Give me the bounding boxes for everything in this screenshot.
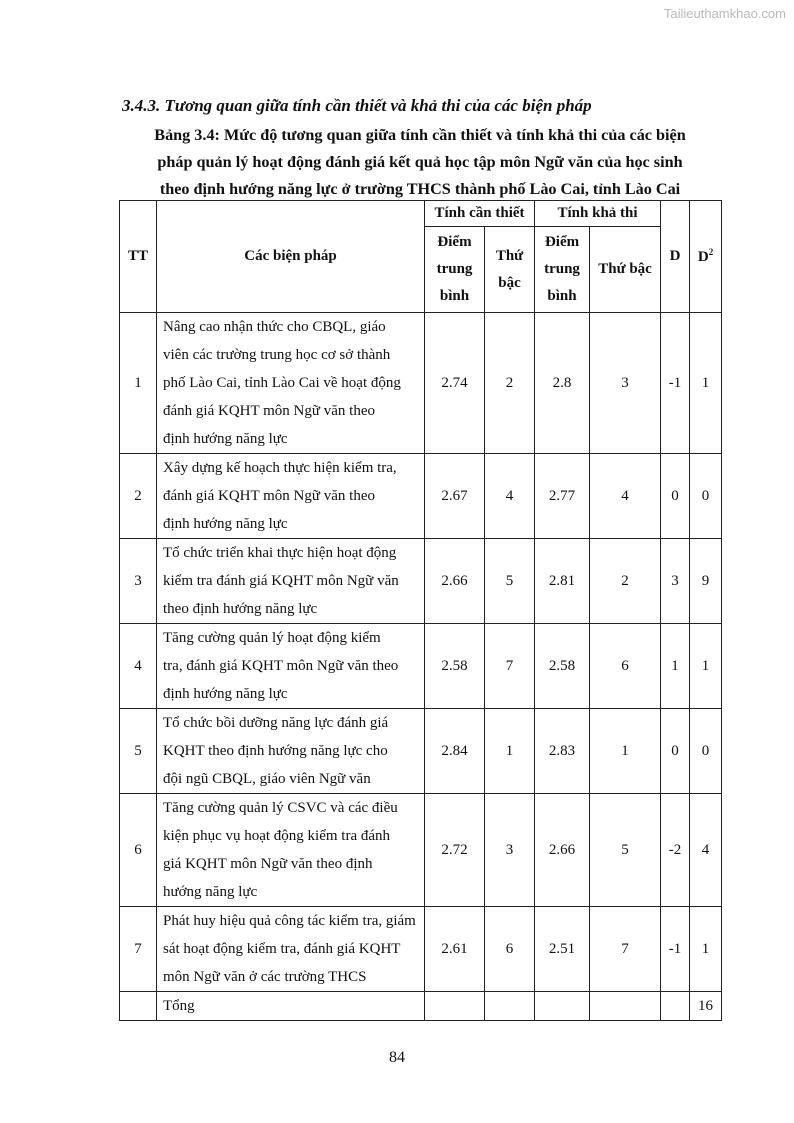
measure-line: Tổ chức bồi dưỡng năng lực đánh giá [163, 715, 389, 731]
row-d2: 0 [690, 709, 722, 794]
row-d2: 0 [690, 454, 722, 539]
row-d2: 1 [690, 624, 722, 709]
measure-line: Xây dựng kế hoạch thực hiện kiểm tra, [163, 460, 397, 476]
row-feas-score: 2.83 [535, 709, 590, 794]
row-need-score: 2.72 [425, 794, 485, 907]
measure-line: Phát huy hiệu quả công tác kiểm tra, giám [163, 913, 416, 929]
row-feas-score: 2.51 [535, 907, 590, 992]
caption-line-1: Bảng 3.4: Mức độ tương quan giữa tính cần thiết và tính khả thi của các biện [154, 126, 686, 144]
measure-line: định hướng năng lực [163, 516, 288, 532]
row-need-rank: 5 [485, 539, 535, 624]
total-empty [120, 992, 157, 1021]
row-measure [157, 709, 425, 794]
row-need-score: 2.67 [425, 454, 485, 539]
measure-line: KQHT theo định hướng năng lực cho [163, 743, 388, 759]
total-d2: 16 [690, 992, 722, 1021]
measure-line: môn Ngữ văn ở các trường THCS [163, 969, 367, 985]
row-d2: 4 [690, 794, 722, 907]
measure-line: Tăng cường quản lý CSVC và các điều [163, 800, 398, 816]
row-need-rank: 2 [485, 313, 535, 454]
page-number: 84 [389, 1049, 405, 1066]
measure-line: định hướng năng lực [163, 431, 288, 447]
row-feas-score: 2.77 [535, 454, 590, 539]
measure-line: Tổ chức triển khai thực hiện hoạt động [163, 545, 397, 561]
row-need-rank: 7 [485, 624, 535, 709]
row-feas-score: 2.81 [535, 539, 590, 624]
row-feas-rank: 6 [590, 624, 661, 709]
row-tt: 7 [120, 907, 157, 992]
table-row [120, 709, 722, 794]
row-feas-rank: 3 [590, 313, 661, 454]
row-measure [157, 539, 425, 624]
row-feas-score: 2.58 [535, 624, 590, 709]
row-d: 0 [661, 454, 690, 539]
correlation-table [119, 200, 722, 1021]
caption-line-2: pháp quản lý hoạt động đánh giá kết quả học tập môn Ngữ văn của học sinh [157, 153, 683, 171]
row-tt: 4 [120, 624, 157, 709]
row-measure [157, 907, 425, 992]
caption-line-3: theo định hướng năng lực ở trường THCS thành phố Lào Cai, tỉnh Lào Cai [159, 180, 681, 198]
row-feas-score: 2.8 [535, 313, 590, 454]
measure-line: Tăng cường quản lý hoạt động kiểm [163, 630, 381, 646]
row-d2: 9 [690, 539, 722, 624]
header-measures: Các biện pháp [157, 201, 425, 313]
row-need-score: 2.84 [425, 709, 485, 794]
measure-line: viên các trường trung học cơ sở thành [163, 347, 391, 363]
row-need-rank: 3 [485, 794, 535, 907]
measure-line: đánh giá KQHT môn Ngữ văn theo [163, 488, 375, 504]
row-need-rank: 4 [485, 454, 535, 539]
row-feas-rank: 5 [590, 794, 661, 907]
row-d: -1 [661, 907, 690, 992]
measure-line: hướng năng lực [163, 884, 258, 900]
row-need-score: 2.66 [425, 539, 485, 624]
header-d: D [661, 201, 690, 313]
row-tt: 6 [120, 794, 157, 907]
watermark: Tailieuthamkhao.com [663, 6, 786, 21]
row-need-score: 2.61 [425, 907, 485, 992]
row-feas-score: 2.66 [535, 794, 590, 907]
header-need-rank: Thứ bậc [485, 227, 535, 313]
row-feas-rank: 4 [590, 454, 661, 539]
row-measure [157, 624, 425, 709]
row-measure [157, 454, 425, 539]
header-tt: TT [120, 201, 157, 313]
table-row [120, 454, 722, 539]
table-row [120, 794, 722, 907]
row-d: -2 [661, 794, 690, 907]
table-row [120, 539, 722, 624]
measure-line: Nâng cao nhận thức cho CBQL, giáo [163, 319, 386, 335]
measure-line: đội ngũ CBQL, giáo viên Ngữ văn [163, 771, 371, 787]
row-measure [157, 794, 425, 907]
header-need-avg: Điểm trung bình [425, 227, 485, 313]
table-caption [119, 122, 721, 203]
row-d: 3 [661, 539, 690, 624]
measure-line: sát hoạt động kiểm tra, đánh giá KQHT [163, 941, 401, 957]
measure-line: giá KQHT môn Ngữ văn theo định [163, 856, 373, 872]
header-feasibility: Tính khả thi [535, 201, 661, 227]
row-feas-rank: 7 [590, 907, 661, 992]
row-tt: 3 [120, 539, 157, 624]
measure-line: kiểm tra đánh giá KQHT môn Ngữ văn [163, 573, 399, 589]
table-row [120, 907, 722, 992]
measure-line: theo định hướng năng lực [163, 601, 318, 617]
row-need-score: 2.58 [425, 624, 485, 709]
total-label: Tổng [157, 992, 425, 1021]
table-row [120, 624, 722, 709]
row-feas-rank: 2 [590, 539, 661, 624]
measure-line: kiện phục vụ hoạt động kiểm tra đánh [163, 828, 391, 844]
row-feas-rank: 1 [590, 709, 661, 794]
row-tt: 1 [120, 313, 157, 454]
row-need-rank: 1 [485, 709, 535, 794]
section-heading: 3.4.3. Tương quan giữa tính cần thiết và khả thi của các biện pháp [122, 96, 592, 115]
row-need-rank: 6 [485, 907, 535, 992]
row-tt: 2 [120, 454, 157, 539]
row-d: 0 [661, 709, 690, 794]
row-d2: 1 [690, 313, 722, 454]
row-tt: 5 [120, 709, 157, 794]
measure-line: phố Lào Cai, tỉnh Lào Cai về hoạt động [163, 375, 401, 391]
row-d2: 1 [690, 907, 722, 992]
header-feas-rank: Thứ bậc [590, 227, 661, 313]
table-row [120, 313, 722, 454]
header-feas-avg: Điểm trung bình [535, 227, 590, 313]
header-necessity: Tính cần thiết [425, 201, 535, 227]
row-d: -1 [661, 313, 690, 454]
row-d: 1 [661, 624, 690, 709]
header-d2: $D^2$ [690, 201, 722, 313]
measure-line: định hướng năng lực [163, 686, 288, 702]
measure-line: đánh giá KQHT môn Ngữ văn theo [163, 403, 375, 419]
measure-line: tra, đánh giá KQHT môn Ngữ văn theo [163, 658, 399, 674]
row-measure [157, 313, 425, 454]
row-need-score: 2.74 [425, 313, 485, 454]
